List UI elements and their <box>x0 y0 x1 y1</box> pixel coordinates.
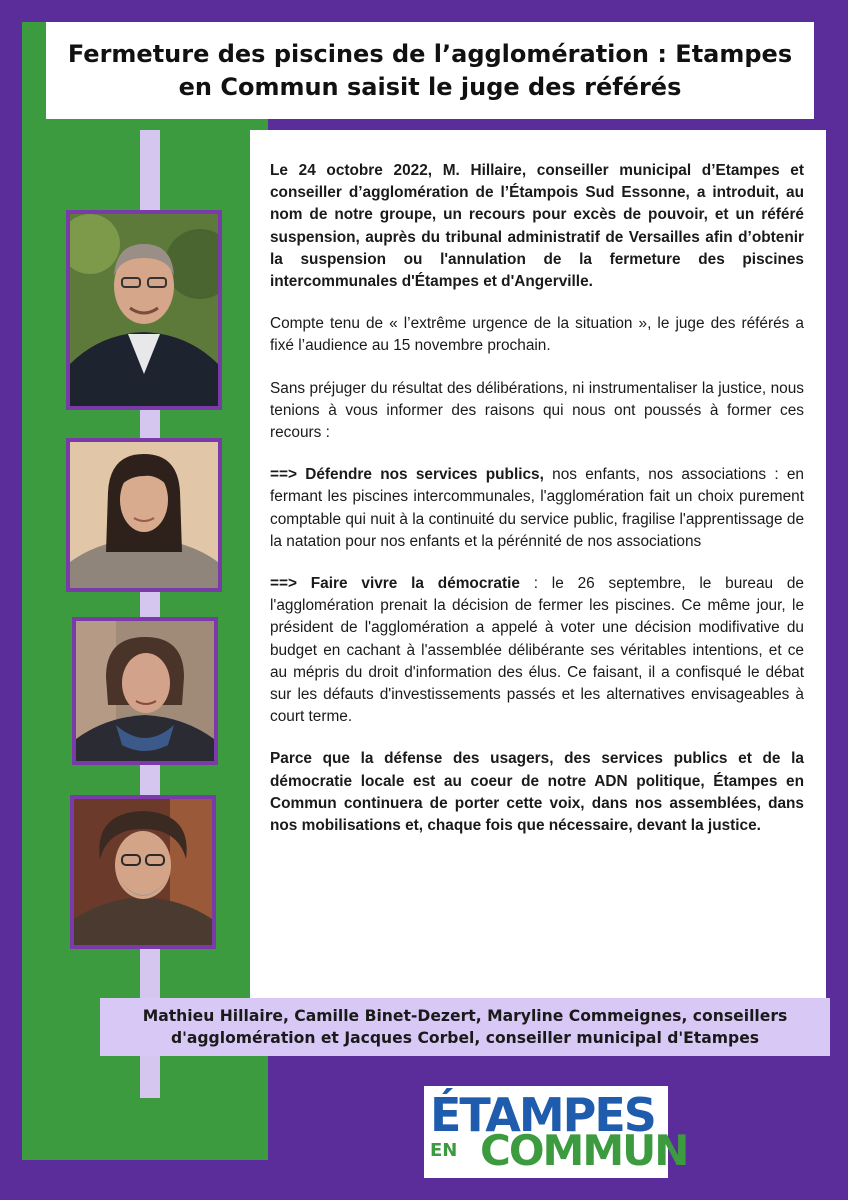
signature-text: Mathieu Hillaire, Camille Binet-Dezert, Maryline Commeignes, conseillers d'agglomération et Jacques Corbel, conseiller municipal d'Etampes <box>142 1007 788 1047</box>
public-services-lead: ==> Défendre nos services publics, <box>270 466 544 484</box>
portrait-photo <box>72 617 218 765</box>
article-body <box>250 130 826 998</box>
page-title: Fermeture des piscines de l’agglomération : Etampes en Commun saisit le juge des référés <box>67 39 793 101</box>
portrait-photo <box>66 438 222 592</box>
democracy-text: : le 26 septembre, le bureau de l'agglomération prenait la décision de fermer les piscines. Ce même jour, le président de l'agglomération a appelé à voter une décision modifivative du budget en cachant à l'assemblée délibérante ses véritables intentions, et ce au mépris du droit d'information des élus. Ce faisant, il a confisqué le débat sur les défauts d'investissements passés et les alternatives envisageables à court terme. <box>270 575 804 726</box>
signature-banner <box>100 998 830 1056</box>
democracy-paragraph <box>270 573 804 728</box>
title-banner <box>46 22 814 119</box>
democracy-lead: ==> Faire vivre la démocratie <box>270 575 520 593</box>
etampes-en-commun-logo <box>424 1086 688 1178</box>
portrait-photo <box>66 210 222 410</box>
portrait-image <box>70 214 218 406</box>
public-services-text: nos enfants, nos associations : en fermant les piscines intercommunales, l'agglomération fait un choix purement comptable qui nuit à la continuité du service public, fragilise l'apprentissage de la natation pour nos enfants et la pérénnité de nos associations <box>270 466 804 550</box>
logo-line-1: ÉTAMPES <box>430 1088 655 1142</box>
portrait-image <box>74 799 212 945</box>
portrait-image <box>70 442 218 588</box>
hearing-paragraph: Compte tenu de « l’extrême urgence de la situation », le juge des référés a fixé l’audience au 15 novembre prochain. <box>270 315 804 355</box>
public-services-paragraph <box>270 464 804 553</box>
portrait-photo <box>70 795 216 949</box>
logo-line-3: COMMUN <box>480 1126 688 1175</box>
intro-paragraph: Le 24 octobre 2022, M. Hillaire, conseiller municipal d’Etampes et conseiller d’agglomération de l’Étampois Sud Essonne, a introduit, au nom de notre groupe, un recours pour excès de pouvoir, et un référé suspension, auprès du tribunal administratif de Versailles afin d’obtenir la suspension ou l'annulation de la fermeture des piscines intercommunales d'Étampes et d'Angerville. <box>270 162 804 291</box>
portrait-image <box>76 621 214 761</box>
conclusion-paragraph: Parce que la défense des usagers, des services publics et de la démocratie locale est au coeur de notre ADN politique, Étampes en Commun continuera de porter cette voix, dans nos assemblées, dans nos mobilisations et, chaque fois que nécessaire, devant la justice. <box>270 750 804 835</box>
logo-line-2: EN <box>430 1140 458 1161</box>
reasons-paragraph: Sans préjuger du résultat des délibérations, ni instrumentaliser la justice, nous tenions à vous informer des raisons qui nous ont poussés à former ces recours : <box>270 379 804 442</box>
